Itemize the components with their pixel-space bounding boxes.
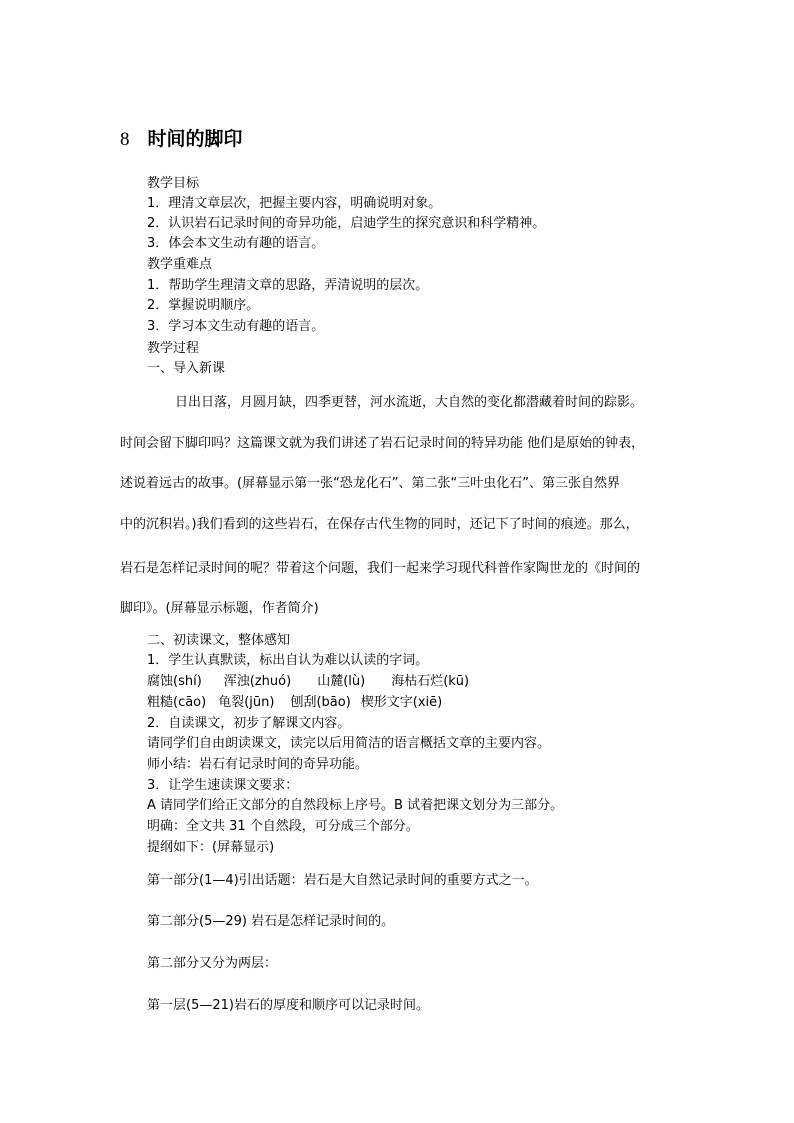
vocab-word: 海枯石烂(kū) [391, 674, 470, 689]
section-2-line: 提纲如下：(屏幕显示) [147, 840, 275, 855]
vocab-row-2 [147, 695, 442, 711]
vocab-word: 楔形文字(xiē) [360, 695, 443, 710]
section-2-line: 2．自读课文，初步了解课文内容。 [147, 716, 351, 731]
goal-2: 2．认识岩石记录时间的奇异功能，启迪学生的探究意识和科学精神。 [147, 216, 546, 231]
section-2-line: 师小结：岩石有记录时间的奇异功能。 [147, 757, 369, 772]
section-1-heading: 一、导入新课 [147, 361, 226, 376]
intro-paragraph-line: 脚印》。(屏幕显示标题，作者简介) [120, 601, 319, 616]
outline-item: 第二部分又分为两层： [147, 956, 278, 971]
intro-paragraph-line: 时间会留下脚印吗？这篇课文就为我们讲述了岩石记录时间的特异功能 他们是原始的钟表， [120, 436, 645, 451]
outline-item: 第二部分(5—29) 岩石是怎样记录时间的。 [147, 914, 395, 929]
section-2-line: 3．让学生速读课文要求： [147, 778, 299, 793]
heading-teaching-goals: 教学目标 [147, 176, 200, 191]
goal-1: 1．理清文章层次，把握主要内容，明确说明对象。 [147, 196, 442, 211]
lesson-number: 8 [120, 129, 130, 150]
vocab-word: 龟裂(jūn) [218, 695, 275, 710]
key-point-2: 2．掌握说明顺序。 [147, 298, 260, 313]
intro-paragraph-line: 述说着远古的故事。(屏幕显示第一张“恐龙化石”、第二张“三叶虫化石”、第三张自然界 [120, 476, 621, 491]
vocab-word: 粗糙(cāo) [147, 695, 207, 710]
vocab-word: 腐蚀(shí) [147, 674, 202, 689]
goal-3: 3．体会本文生动有趣的语言。 [147, 236, 325, 251]
outline-item: 第一部分(1—4)引出话题：岩石是大自然记录时间的重要方式之一。 [147, 873, 538, 888]
outline-item: 第一层(5—21)岩石的厚度和顺序可以记录时间。 [147, 998, 429, 1013]
key-point-3: 3．学习本文生动有趣的语言。 [147, 319, 325, 334]
lesson-title-text: 时间的脚印 [147, 128, 243, 150]
intro-paragraph-line: 岩石是怎样记录时间的呢？带着这个问题，我们一起来学习现代科普作家陶世龙的《时间的 [120, 561, 641, 576]
vocab-word: 浑浊(zhuó) [223, 674, 292, 689]
vocab-row-1 [147, 674, 469, 690]
vocab-word: 刨刮(bāo) [290, 695, 351, 710]
section-2-item-1: 1．学生认真默读，标出自认为难以认读的字词。 [147, 653, 429, 668]
section-2-heading: 二、初读课文，整体感知 [147, 633, 291, 648]
intro-paragraph-line: 日出日落，月圆月缺，四季更替，河水流逝，大自然的变化都潜藏着时间的踪影。 [175, 395, 644, 410]
section-2-line: 请同学们自由朗读课文，读完以后用简洁的语言概括文章的主要内容。 [147, 736, 551, 751]
section-2-line: 明确：全文共 31 个自然段，可分成三个部分。 [147, 819, 419, 834]
key-point-1: 1．帮助学生理清文章的思路，弄清说明的层次。 [147, 278, 429, 293]
section-2-line: A 请同学们给正文部分的自然段标上序号。B 试着把课文划分为三部分。 [147, 798, 564, 813]
lesson-title [120, 124, 243, 151]
vocab-word: 山麓(lù) [317, 674, 366, 689]
heading-teaching-process: 教学过程 [147, 341, 200, 356]
intro-paragraph-line: 中的沉积岩。)我们看到的这些岩石，在保存古代生物的同时，还记下了时间的痕迹。那么， [120, 517, 639, 532]
heading-key-points: 教学重难点 [147, 257, 213, 272]
